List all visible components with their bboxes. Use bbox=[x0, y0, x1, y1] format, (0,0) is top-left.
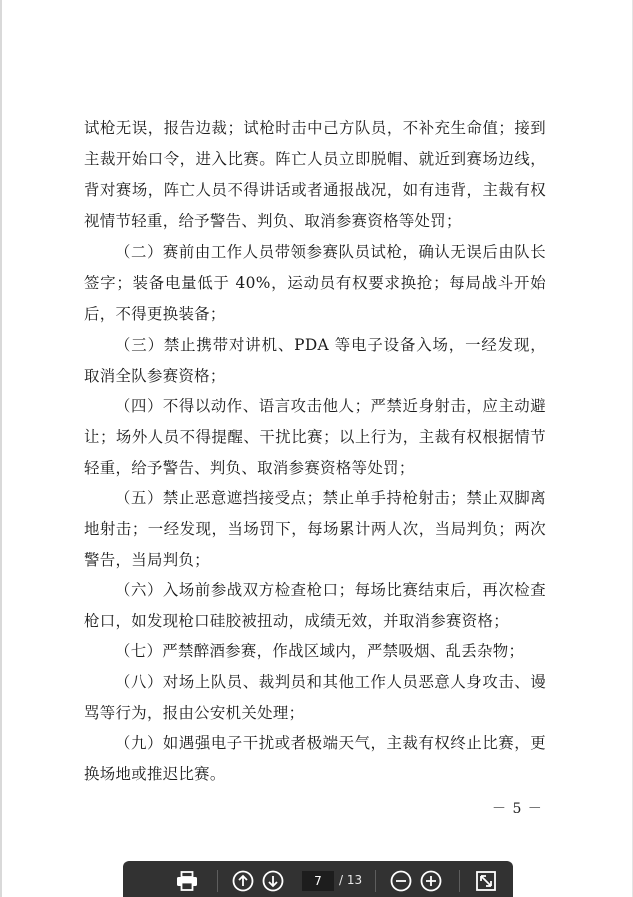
arrow-down-icon bbox=[262, 870, 284, 892]
paragraph-item-2: （二）赛前由工作人员带领参赛队员试枪，确认无误后由队长签字；装备电量低于 40%，运动员有权要求换抢；每局战斗开始后，不得更换装备； bbox=[84, 243, 546, 323]
total-pages-label: / 13 bbox=[339, 873, 363, 887]
arrow-up-icon bbox=[232, 870, 254, 892]
zoom-in-button[interactable] bbox=[419, 869, 443, 893]
paragraph-item-6: （六）入场前参战双方检查枪口；每场比赛结束后，再次检查枪口，如发现枪口硅胶被扭动，成绩无效，并取消参赛资格； bbox=[84, 581, 546, 630]
paragraph-item-7: （七）严禁醉酒参赛，作战区域内，严禁吸烟、乱丢杂物； bbox=[115, 642, 525, 660]
print-icon bbox=[176, 871, 198, 891]
paragraph-item-4: （四）不得以动作、语言攻击他人；严禁近身射击，应主动避让；场外人员不得提醒、干扰比赛；以上行为，主裁有权根据情节轻重，给予警告、判负、取消参赛资格等处罚； bbox=[84, 397, 546, 477]
page-footer-number: － 5 － bbox=[492, 801, 543, 817]
zoom-out-icon bbox=[390, 870, 412, 892]
previous-page-button[interactable] bbox=[231, 869, 255, 893]
paragraph-item-8: （八）对场上队员、裁判员和其他工作人员恶意人身攻击、谩骂等行为，报由公安机关处理； bbox=[84, 673, 546, 722]
print-button[interactable] bbox=[175, 869, 199, 893]
toolbar-separator bbox=[375, 870, 376, 892]
zoom-out-button[interactable] bbox=[389, 869, 413, 893]
fit-page-icon bbox=[476, 871, 496, 891]
page-number-input[interactable] bbox=[302, 871, 334, 891]
paragraph-item-5: （五）禁止恶意遮挡接受点；禁止单手持枪射击；禁止双脚离地射击；一经发现，当场罚下，每场累计两人次，当局判负；两次警告，当局判负； bbox=[84, 489, 546, 569]
toolbar-separator bbox=[217, 870, 218, 892]
next-page-button[interactable] bbox=[261, 869, 285, 893]
paragraph-item-3: （三）禁止携带对讲机、PDA 等电子设备入场，一经发现，取消全队参赛资格； bbox=[84, 336, 546, 385]
fit-page-button[interactable] bbox=[474, 869, 498, 893]
toolbar-separator bbox=[459, 870, 460, 892]
pdf-toolbar bbox=[123, 861, 513, 897]
zoom-in-icon bbox=[420, 870, 442, 892]
paragraph-item-9: （九）如遇强电子干扰或者极端天气，主裁有权终止比赛，更换场地或推迟比赛。 bbox=[84, 734, 546, 783]
paragraph: 试枪无误，报告边裁；试枪时击中己方队员，不补充生命值；接到主裁开始口令，进入比赛。阵亡人员立即脱帽、就近到赛场边线，背对赛场，阵亡人员不得讲话或者通报战况，如有违背，主裁有权视情节轻重，给予警告、判负、取消参赛资格等处罚； bbox=[84, 119, 546, 230]
